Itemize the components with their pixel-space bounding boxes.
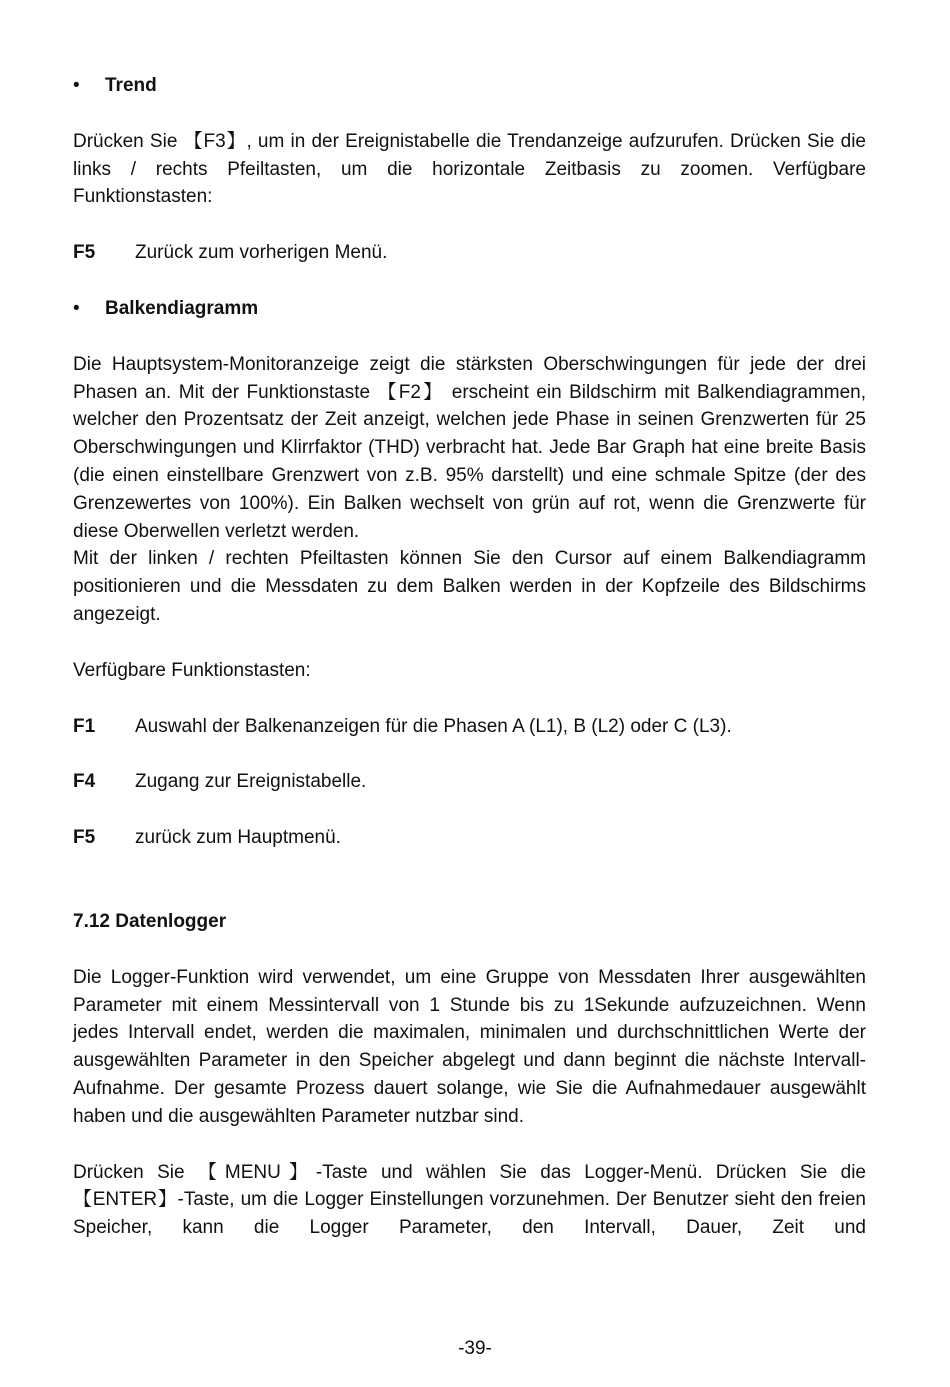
trend-heading — [73, 72, 866, 100]
bar-key-row — [73, 713, 866, 741]
function-key-label: F5 — [73, 827, 96, 849]
bar-paragraph-2: Mit der linken / rechten Pfeiltasten können Sie den Cursor auf einem Balkendiagramm positionieren und die Messdaten zu dem Balken werden in der Kopfzeile des Bildschirms angezeigt. — [73, 548, 866, 625]
function-key-description: zurück zum Hauptmenü. — [135, 827, 341, 849]
bar-heading-text: Balkendiagramm — [105, 297, 259, 319]
function-key-label: F1 — [73, 715, 96, 737]
function-key-description: Zurück zum vorherigen Menü. — [135, 242, 388, 264]
bar-key-row — [73, 768, 866, 796]
logger-paragraph-2: Drücken Sie 【MENU】-Taste und wählen Sie das Logger-Menü. Drücken Sie die【ENTER】-Taste, um die Logger Einstellungen vorzunehmen. Der Benutzer sieht den freien Speicher, kann die Logger Parameter, den Intervall, Dauer, Zeit und — [73, 1161, 866, 1239]
section-title: 7.12 Datenlogger — [73, 910, 227, 932]
bullet-icon: • — [73, 75, 80, 96]
function-key-description: Zugang zur Ereignistabelle. — [135, 771, 367, 793]
trend-key-row — [73, 239, 866, 267]
logger-paragraph-1: Die Logger-Funktion wird verwendet, um eine Gruppe von Messdaten Ihrer ausgewählten Parameter mit einem Messintervall von 1 Stunde bis zu 1Sekunde aufzuzeichnen. Wenn jedes Intervall endet, werden die maximalen, minimalen und durchschnittlichen Werte der ausgewählten Parameter in den Speicher abgelegt und dann beginnt die nächste Intervall-Aufnahme. Der gesamte Prozess dauert solange, wie Sie die Aufnahmedauer ausgewählt haben und die ausgewählten Parameter nutzbar sind. — [73, 966, 866, 1127]
trend-paragraph: Drücken Sie 【F3】, um in der Ereignistabelle die Trendanzeige aufzurufen. Drücken Sie die links / rechts Pfeiltasten, um die horizontale Zeitbasis zu zoomen. Verfügbare Funktionstasten: — [73, 130, 866, 208]
trend-heading-text: Trend — [105, 75, 157, 96]
bar-heading — [73, 295, 866, 323]
bar-paragraph-1: Die Hauptsystem-Monitoranzeige zeigt die stärksten Oberschwingungen für jede der drei Phasen an. Mit der Funktionstaste 【F2】 erscheint ein Bildschirm mit Balkendiagrammen, welcher den Prozentsatz der Zeit anzeigt, welchen jede Phase in seinen Grenzwerten für 25 Oberschwingungen und Klirrfaktor (THD) verbracht hat. Jede Bar Graph hat eine breite Basis (die einen einstellbare Grenzwert von z.B. 95% darstellt) und eine schmale Spitze (der des Grenzewertes von 100%). Ein Balken wechselt von grün auf rot, wenn die Grenzwerte für diese Oberwellen verletzt werden. — [73, 353, 866, 542]
function-key-description: Auswahl der Balkenanzeigen für die Phasen A (L1), B (L2) oder C (L3). — [135, 715, 732, 737]
document-page — [73, 72, 866, 1242]
function-key-label: F4 — [73, 771, 96, 793]
bar-keys-intro: Verfügbare Funktionstasten: — [73, 659, 311, 681]
page-number: -39- — [458, 1338, 492, 1359]
function-key-label: F5 — [73, 242, 96, 264]
bar-key-row — [73, 824, 866, 852]
bullet-icon: • — [73, 297, 80, 319]
